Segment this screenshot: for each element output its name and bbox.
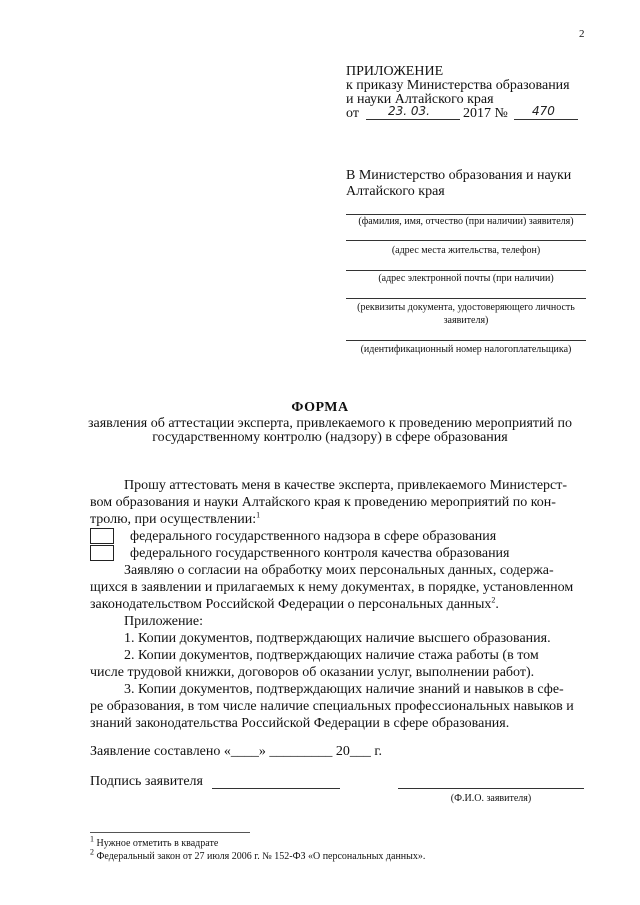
- addressee-line1: В Министерство образования и науки: [346, 168, 572, 183]
- field-line: [346, 298, 586, 299]
- field-caption-id-doc-cont: заявителя): [443, 315, 489, 326]
- appendix-from-label: от: [346, 106, 359, 121]
- form-subtitle-line1: заявления об аттестации эксперта, привлекаемого к проведению мероприятий по: [87, 416, 572, 431]
- footnote-ref-1: 1: [256, 510, 261, 520]
- option-state-supervision-label: федерального государственного надзора в сфере образования: [130, 529, 497, 544]
- attachment-2-line2: числе трудовой книжки, договоров об оказании услуг, выполнении работ).: [90, 665, 535, 680]
- field-caption-inn: (идентификационный номер налогоплательщика): [360, 344, 572, 355]
- name-caption: (Ф.И.О. заявителя): [450, 793, 532, 804]
- date-underline: [366, 119, 460, 120]
- p1-line1: Прошу аттестовать меня в качестве эксперта, привлекаемого Министерст-: [124, 478, 568, 493]
- number-underline: [514, 119, 578, 120]
- checkbox-state-supervision[interactable]: [90, 528, 114, 544]
- attachment-1: 1. Копии документов, подтверждающих наличие высшего образования.: [124, 631, 551, 646]
- field-line: [346, 214, 586, 215]
- footnote-separator: [90, 832, 250, 833]
- field-line: [346, 240, 586, 241]
- footnote-ref-2: 2: [491, 595, 496, 605]
- attachment-3-line1: 3. Копии документов, подтверждающих наличие знаний и навыков в сфе-: [124, 682, 564, 697]
- appendix-line1: к приказу Министерства образования: [346, 78, 570, 93]
- handwritten-number: 470: [532, 104, 555, 118]
- field-caption-id-doc: (реквизиты документа, удостоверяющего личность: [357, 302, 575, 313]
- attachment-3-line3: знаний законодательства Российской Федерации в сфере образования.: [90, 716, 510, 731]
- attachments-label: Приложение:: [124, 614, 204, 629]
- p1-line2: вом образования и науки Алтайского края к проведению мероприятий по кон-: [90, 495, 556, 510]
- field-line: [346, 340, 586, 341]
- footnote-2: $^2$ Федеральный закон от 27 июля 2006 г. № 152-ФЗ «О персональных данных».: [90, 847, 426, 862]
- form-subtitle-line2: государственному контролю (надзору) в сфере образования: [152, 430, 508, 445]
- signature-line[interactable]: [212, 788, 340, 789]
- footnote-1: $^1$ Нужное отметить в квадрате: [90, 834, 219, 849]
- handwritten-date: 23. 03.: [388, 104, 430, 118]
- attachment-3-line2: ре образования, в том числе наличие специальных профессиональных навыков и: [90, 699, 574, 714]
- field-line: [346, 270, 586, 271]
- field-caption-address: (адрес места жительства, телефон): [391, 245, 541, 256]
- p2-line3: законодательством Российской Федерации о персональных данных$^2$.: [90, 595, 499, 612]
- p2-line2: щихся в заявлении и прилагаемых к нему документах, в порядке, установленном: [90, 580, 574, 595]
- appendix-year: 2017 №: [463, 106, 508, 121]
- checkbox-quality-control[interactable]: [90, 545, 114, 561]
- appendix-line2: и науки Алтайского края: [346, 92, 494, 107]
- signature-label: Подпись заявителя: [90, 774, 203, 789]
- name-line[interactable]: [398, 788, 584, 789]
- option-quality-control-label: федерального государственного контроля качества образования: [130, 546, 510, 561]
- page-number: 2: [579, 28, 585, 40]
- addressee-line2: Алтайского края: [346, 184, 445, 199]
- date-composed: Заявление составлено «____» _________ 20___ г.: [90, 744, 383, 759]
- p1-line3: тролю, при осуществлении:$^1$: [90, 510, 261, 527]
- field-caption-email: (адрес электронной почты (при наличии): [378, 273, 554, 284]
- attachment-2-line1: 2. Копии документов, подтверждающих наличие стажа работы (в том: [124, 648, 539, 663]
- appendix-title: ПРИЛОЖЕНИЕ: [346, 64, 444, 79]
- field-caption-fio: (фамилия, имя, отчество (при наличии) заявителя): [358, 216, 574, 227]
- p2-line1: Заявляю о согласии на обработку моих персональных данных, содержа-: [124, 563, 554, 578]
- form-title: ФОРМА: [291, 400, 349, 415]
